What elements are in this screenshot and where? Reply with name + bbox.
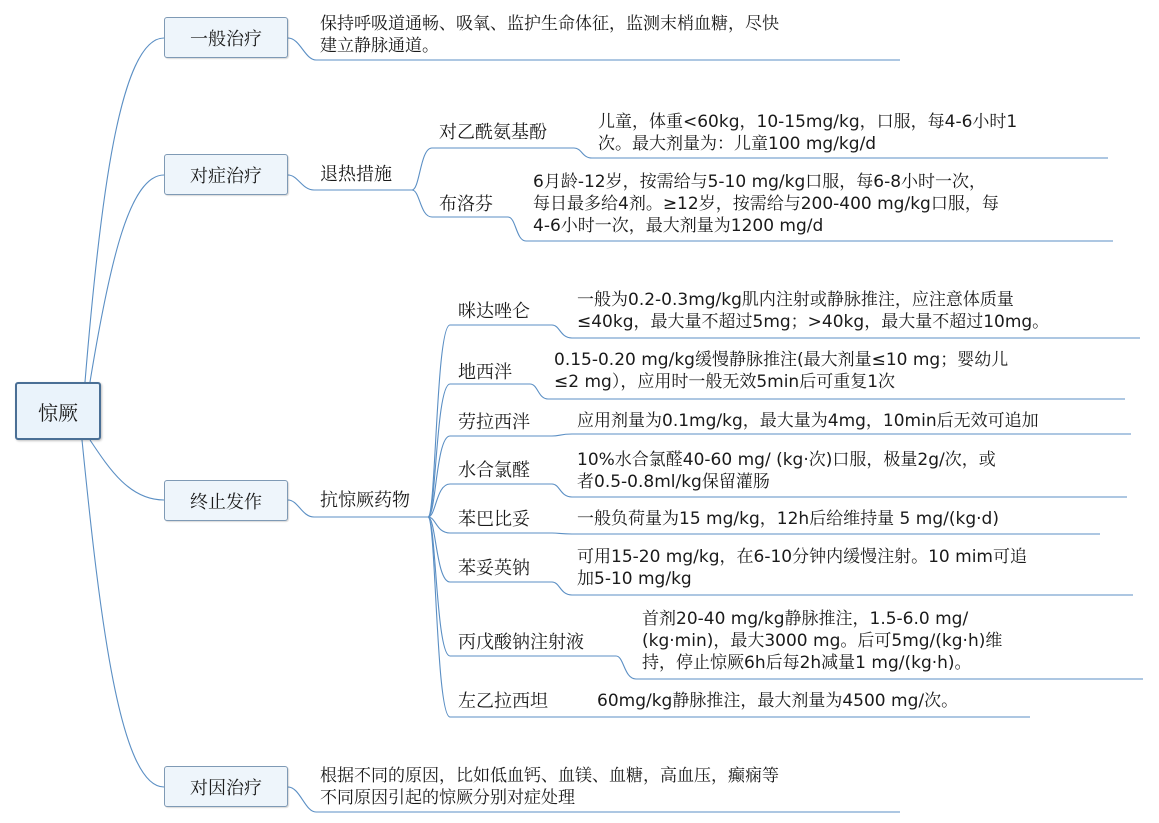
drug-midazolam-label: 咪达唑仑 (458, 301, 530, 322)
node-cause-treatment-label: 对因治疗 (190, 777, 262, 799)
node-terminate-seizure-label: 终止发作 (190, 491, 262, 513)
node-terminate-seizure[interactable] (164, 480, 288, 521)
root-label: 惊厥 (38, 400, 78, 425)
drug-phenobarbital-text: 一般负荷量为15 mg/kg，12h后给维持量 5 mg/(kg·d) (577, 509, 999, 529)
drug-lorazepam-label: 劳拉西泮 (458, 412, 530, 433)
drug-levetiracetam-text: 60mg/kg静脉推注，最大剂量为4500 mg/次。 (597, 691, 959, 711)
node-cause-treatment[interactable] (164, 766, 288, 807)
drug-lorazepam-text: 应用剂量为0.1mg/kg，最大量为4mg，10min后无效可追加 (577, 411, 1039, 431)
cause-treatment-text: 根据不同的原因，比如低血钙、血镁、血糖，高血压，癫痫等 不同原因引起的惊厥分别对症处理 (320, 766, 779, 808)
drug-midazolam-text: 一般为0.2-0.3mg/kg肌内注射或静脉推注，应注意体质量 ≤40kg，最大量不超过5mg；>40kg，最大量不超过10mg。 (577, 290, 1050, 332)
drug-levetiracetam-label: 左乙拉西坦 (458, 691, 548, 712)
drug-ibuprofen-text: 6月龄-12岁，按需给与5-10 mg/kg口服，每6-8小时一次， 每日最多给4剂。≥12岁，按需给与200-400 mg/kg口服，每 4-6小时一次，最大剂量为1200 mg/d (533, 172, 999, 236)
anticonvulsant-drugs-label: 抗惊厥药物 (320, 490, 410, 511)
drug-phenytoin-label: 苯妥英钠 (458, 558, 530, 579)
drug-chloral-hydrate-text: 10%水合氯醛40-60 mg/ (kg·次)口服，极量2g/次，或 者0.5-0.8ml/kg保留灌肠 (577, 450, 996, 492)
general-treatment-text: 保持呼吸道通畅、吸氧、监护生命体征，监测末梢血糖，尽快 建立静脉通道。 (320, 14, 779, 56)
root-node[interactable] (15, 382, 101, 440)
drug-phenobarbital-label: 苯巴比妥 (458, 509, 530, 530)
drug-valproate-text: 首剂20-40 mg/kg静脉推注，1.5-6.0 mg/ (kg·min)，最大3000 mg。后可5mg/(kg·h)维 持，停止惊厥6h后每2h减量1 mg/(kg·h)。 (642, 609, 1003, 673)
antipyretic-measures-label: 退热措施 (320, 164, 392, 185)
drug-phenytoin-text: 可用15-20 mg/kg，在6-10分钟内缓慢注射。10 mim可追 加5-10 mg/kg (577, 547, 1027, 589)
drug-valproate-label: 丙戊酸钠注射液 (458, 632, 584, 653)
drug-ibuprofen-label: 布洛芬 (439, 194, 493, 215)
drug-acetaminophen-label: 对乙酰氨基酚 (439, 122, 547, 143)
drug-acetaminophen-text: 儿童，体重<60kg，10-15mg/kg，口服，每4-6小时1 次。最大剂量为：儿童100 mg/kg/d (598, 112, 1018, 154)
node-symptomatic-treatment-label: 对症治疗 (190, 165, 262, 187)
node-general-treatment[interactable] (164, 17, 288, 58)
drug-diazepam-text: 0.15-0.20 mg/kg缓慢静脉推注(最大剂量≤10 mg；婴幼儿 ≤2 mg），应用时一般无效5min后可重复1次 (554, 350, 1009, 392)
node-symptomatic-treatment[interactable] (164, 154, 288, 195)
drug-chloral-hydrate-label: 水合氯醛 (458, 460, 530, 481)
drug-diazepam-label: 地西泮 (458, 362, 512, 383)
node-general-treatment-label: 一般治疗 (190, 28, 262, 50)
